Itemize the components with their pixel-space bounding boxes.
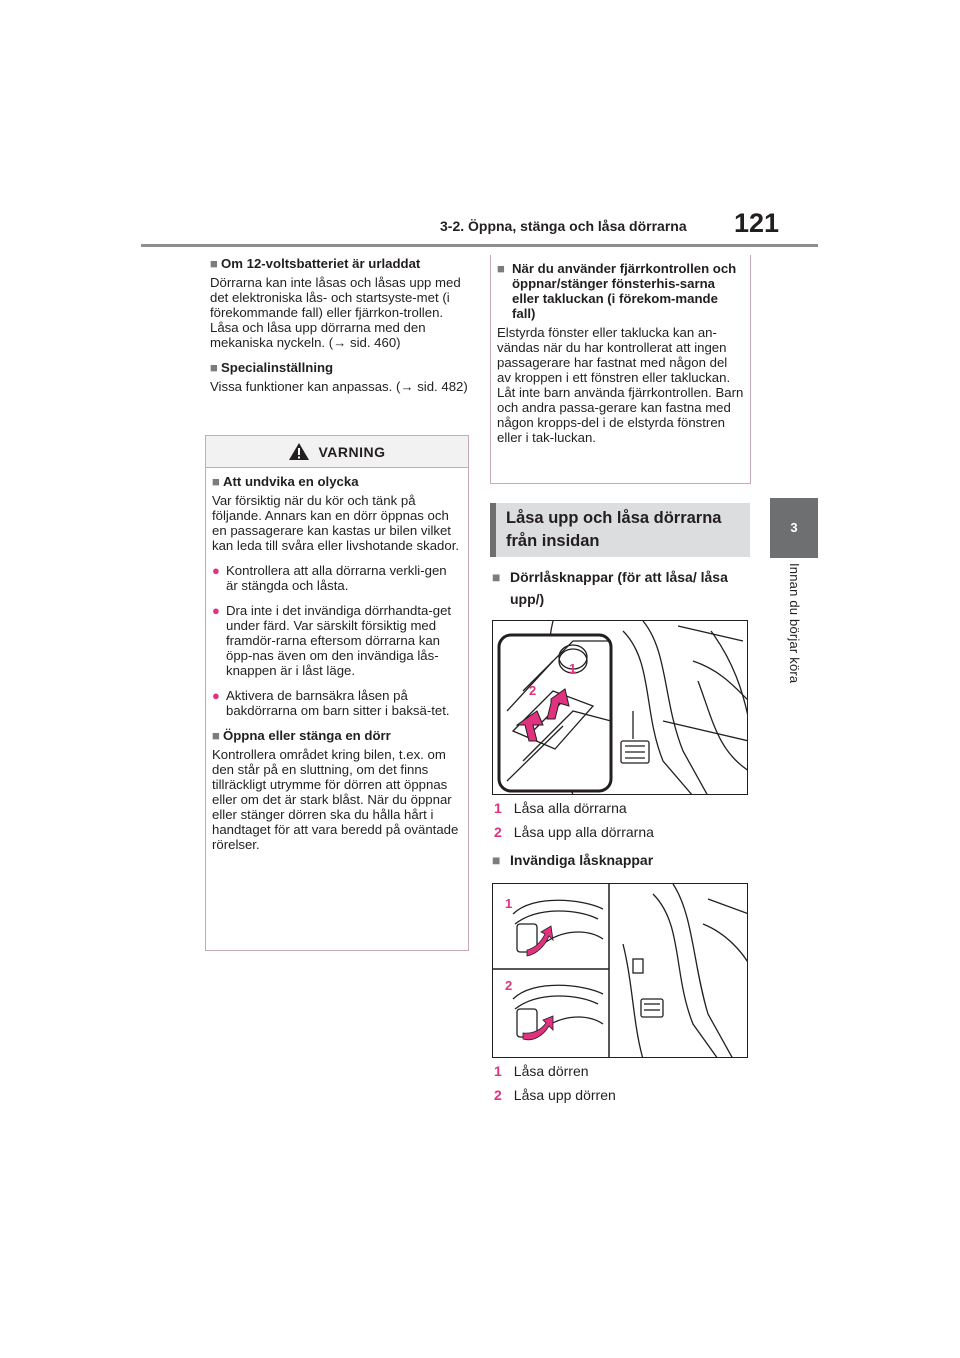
warning-title: VARNING [318,443,386,460]
battery-heading: ■ Om 12-voltsbatteriet är urladdat [210,256,421,271]
door-lock-switch-illustration [492,620,748,795]
remote-note-heading: ■ När du använder fjärrkontrollen och öppnar/stänger fönsterhis-sarna eller takluckan (i förekom-mande fall) [497,261,737,321]
inside-heading: ■ Invändiga låsknappar [492,849,750,871]
square-bullet-icon: ■ [497,261,505,276]
square-bullet-icon: ■ [492,852,501,868]
chapter-tab: 3 [770,498,818,558]
special-heading: ■ Specialinställning [210,360,334,375]
chapter-label: Innan du börjar köra [787,563,802,684]
remote-note-text: Elstyrda fönster eller taklucka kan an-vändas när du har kontrollerat att ingen passagerare har fastnat med någon del av kroppen i ett fönstren eller takluckan. Låt inte barn använda fjärrkontrollen. Barn och andra passa-gerare kan fastna med någon kropps-del i de elstyrda fönstren eller i tak-luckan. [497,325,744,445]
left-column [210,256,470,404]
fig1-label-1: 1 [569,661,577,676]
battery-text: Dörrarna kan inte låsas och låsas upp med det elektroniska lås- och startsyste-met (i förekommande fall) eller fjärrkon-trollen. Låsa och låsa upp dörrarna med den mekaniska nyckeln. (→ sid. 460) [210,275,461,350]
door-text: Kontrollera området kring bilen, t.ex. om den står på en sluttning, om det finns tillräckligt utrymme för dörren att öppnas eller om det är stark blåst. När du öppnar eller stänger dörren ska du hålla hårt i handtaget för att vara beredd på oväntade rörelser. [212,747,459,852]
square-bullet-icon: ■ [212,474,220,489]
square-bullet-icon: ■ [212,728,220,743]
switches-heading: ■ Dörrlåsknappar (för att låsa/ låsa upp/) [492,566,750,610]
remote-note-box [490,255,751,484]
warning-box [205,435,469,951]
special-text: Vissa funktioner kan anpassas. (→ sid. 482) [210,379,468,394]
section-title: Låsa upp och låsa dörrarna från insidan [490,503,750,557]
warning-body [206,468,468,868]
page-number: 121 [734,208,780,238]
warning-bullet: ● Dra inte i det invändiga dörrhandta-get under färd. Var särskilt försiktig med framdör-rarna eftersom dörrarna kan öpp-nas även om den invändiga lås-knappen är i låst läge. [212,603,452,678]
circle-bullet-icon: ● [212,603,220,618]
warning-bullet: ● Kontrollera att alla dörrarna verkli-gen är stängda och låsta. [212,563,447,593]
circle-bullet-icon: ● [212,563,220,578]
header-divider [141,244,818,247]
inside-lock-illustration [492,883,748,1058]
switch-drawing [493,621,748,795]
warning-header [206,436,468,468]
square-bullet-icon: ■ [492,569,501,585]
switch-item-2: 2 Låsa upp alla dörrarna [494,824,654,840]
fig2-label-1: 1 [505,896,513,911]
circle-bullet-icon: ● [212,688,220,703]
warning-triangle-icon [288,442,310,461]
inside-item-2: 2 Låsa upp dörren [494,1087,616,1103]
door-heading: ■ Öppna eller stänga en dörr [212,728,391,743]
fig2-label-2: 2 [505,978,513,993]
section-header-title: 3-2. Öppna, stänga och låsa dörrarna [440,218,687,234]
fig1-label-2: 2 [529,683,537,698]
switch-item-1: 1 Låsa alla dörrarna [494,800,627,816]
warning-bullet: ● Aktivera de barnsäkra låsen på bakdörrarna om barn sitter i baksä-tet. [212,688,450,718]
accident-heading: ■ Att undvika en olycka [212,474,359,489]
square-bullet-icon: ■ [210,256,218,271]
square-bullet-icon: ■ [210,360,218,375]
inside-lock-drawing [493,884,748,1058]
accident-text: Var försiktig när du kör och tänk på följande. Annars kan en dörr öppnas och en passagerare kan kastas ur bilen vilket kan leda till svåra eller livshotande skador. [212,493,460,553]
inside-item-1: 1 Låsa dörren [494,1063,589,1079]
